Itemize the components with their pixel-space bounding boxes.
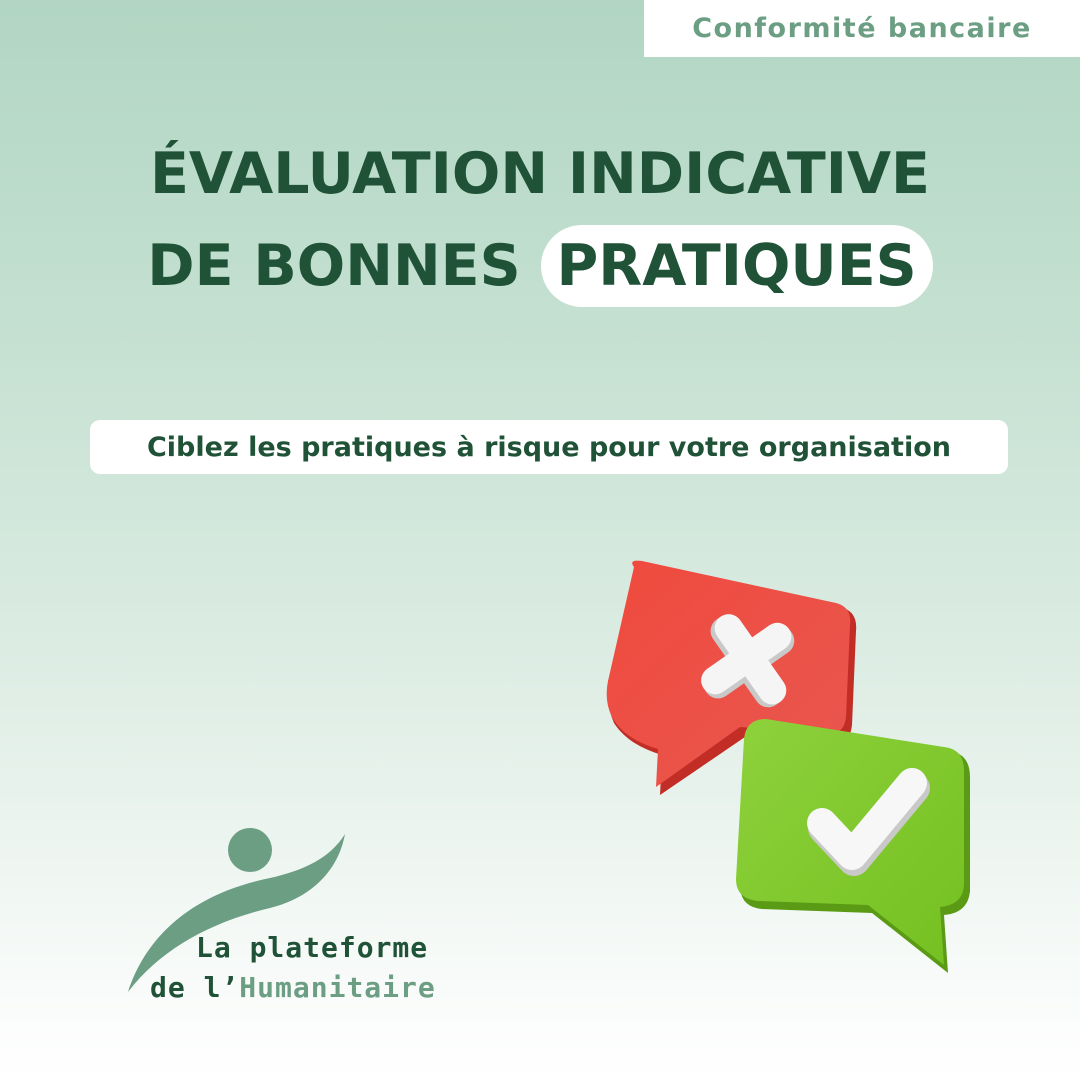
speech-bubbles-illustration [600,555,990,985]
title-line-2 [0,220,1080,312]
logo-head [228,828,272,872]
category-tag-label: Conformité bancaire [692,13,1032,44]
title-line-2-prefix: DE BONNES [147,233,521,299]
logo-line-2-highlight: Humanitaire [239,971,436,1004]
logo-wordmark [150,928,436,1008]
logo-line-2 [150,968,436,1008]
page-title [0,128,1080,312]
logo-line-1: La plateforme [196,931,429,964]
subtitle-text: Ciblez les pratiques à risque pour votre organisation [146,431,951,463]
category-tag [644,0,1080,57]
logo-line-2-prefix: de l’ [150,971,240,1004]
title-highlight-pill: PRATIQUES [541,225,933,307]
title-line-1: ÉVALUATION INDICATIVE [150,141,930,207]
subtitle-banner [90,420,1008,474]
